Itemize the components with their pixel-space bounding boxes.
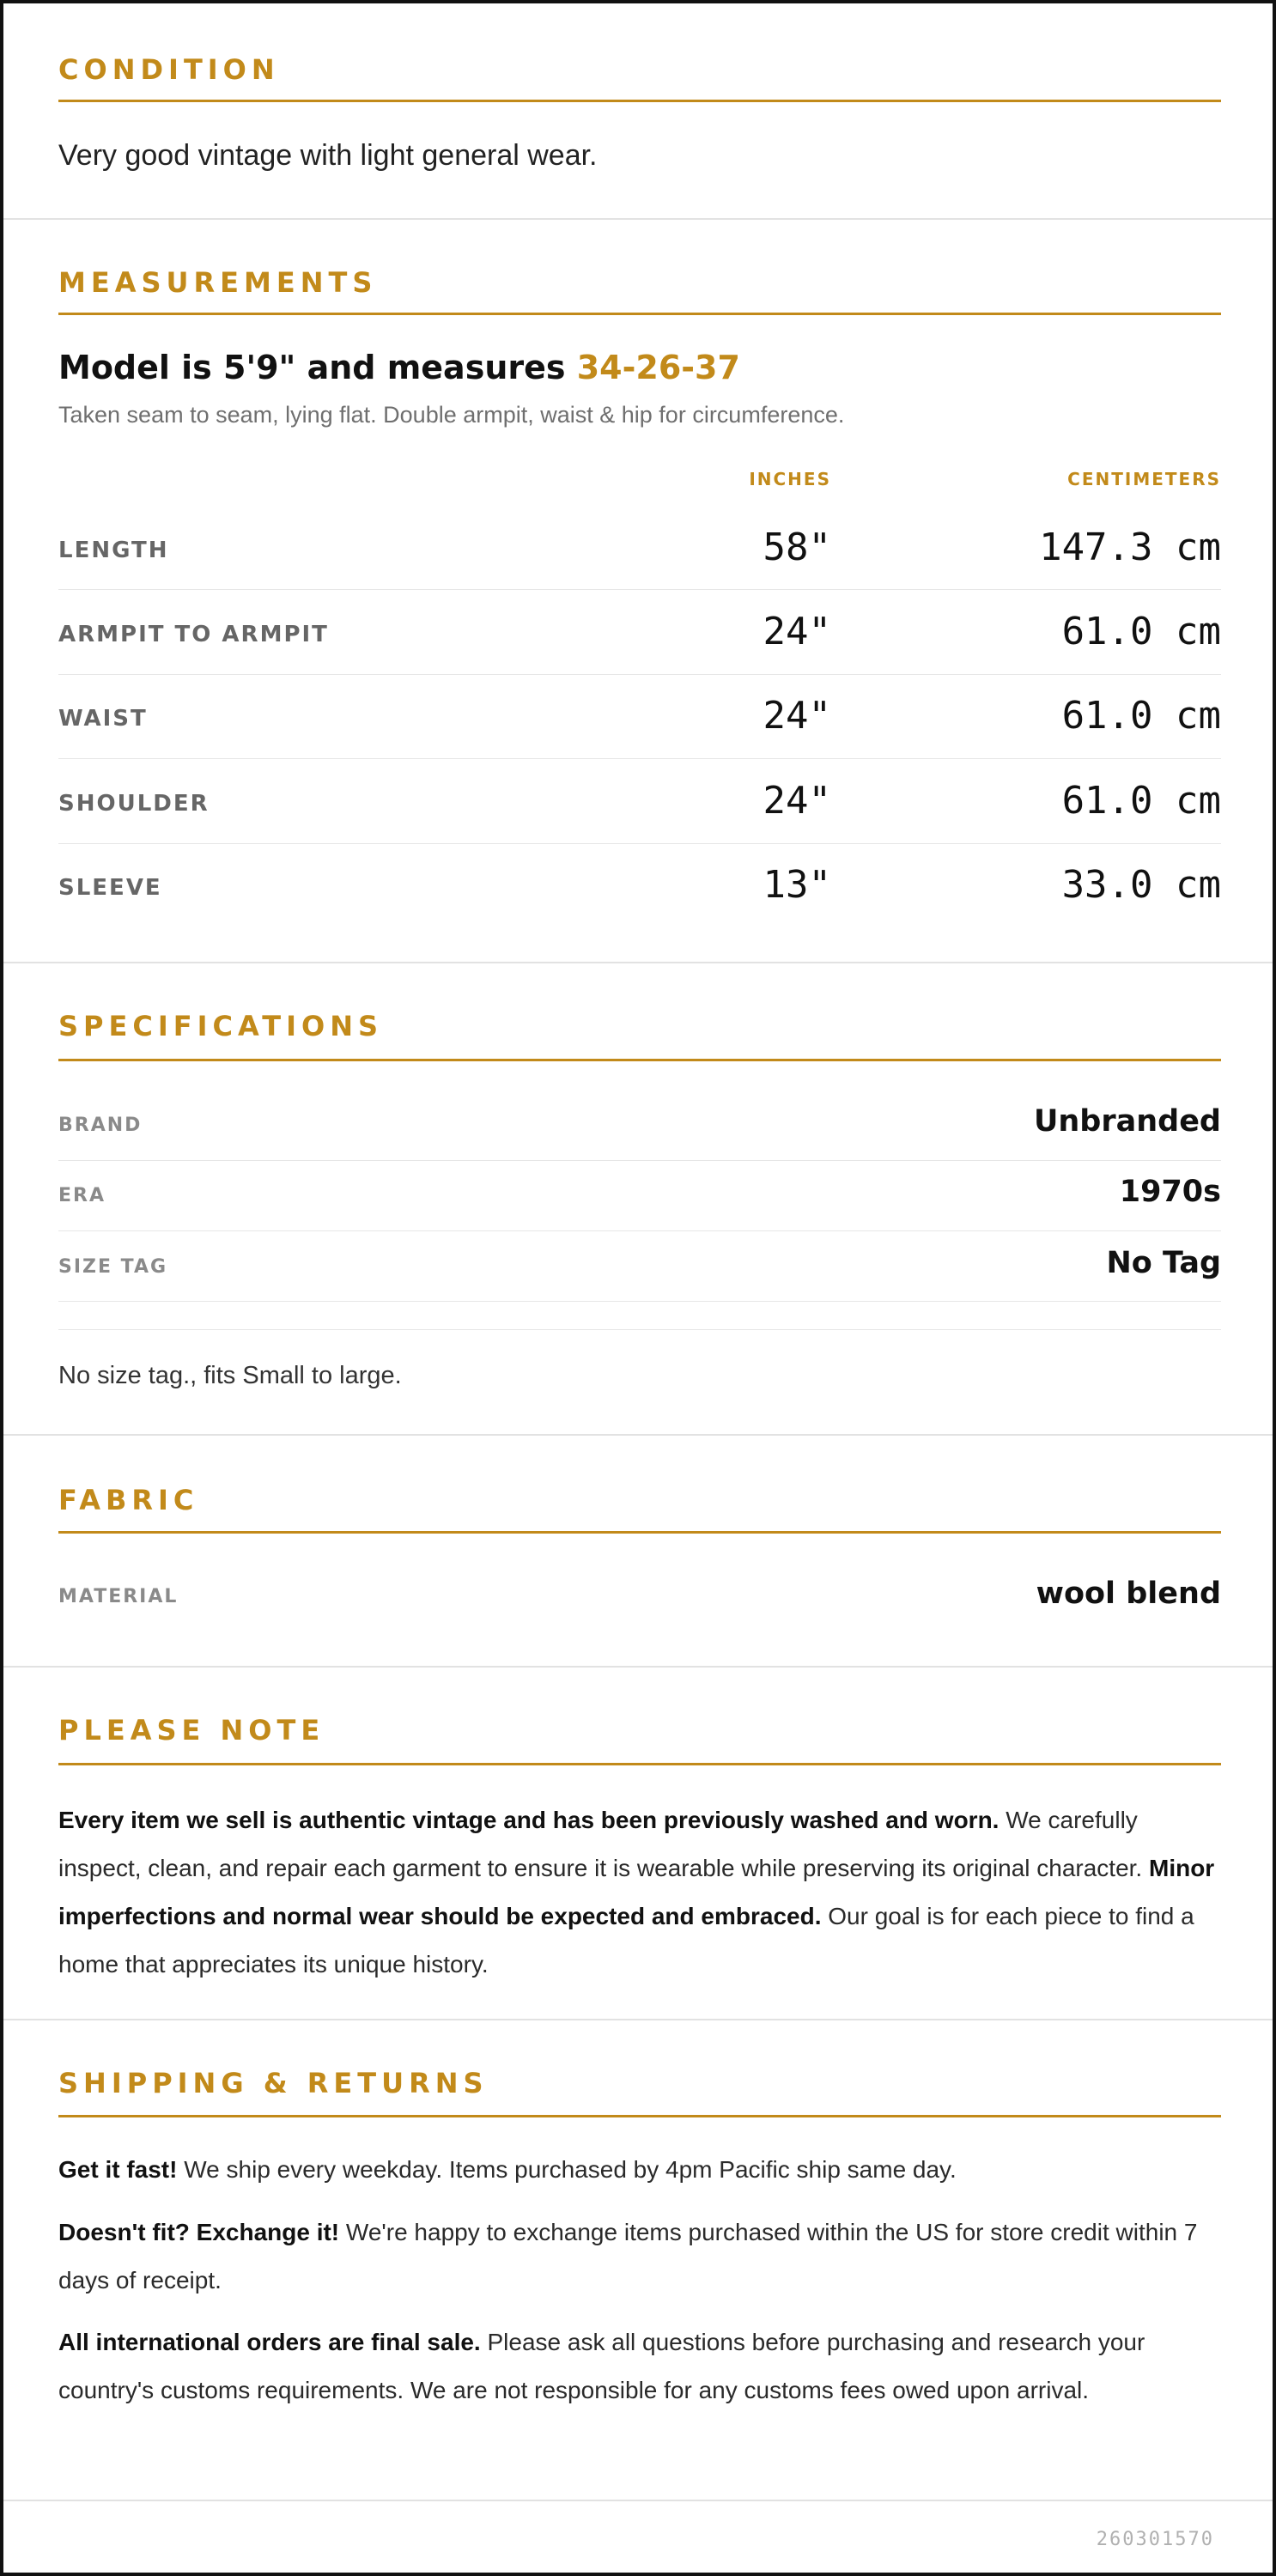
row-divider bbox=[58, 1230, 1221, 1231]
measurements-section bbox=[3, 220, 1273, 963]
measure-inches-armpit: 24" bbox=[763, 610, 831, 653]
condition-text: Very good vintage with light general wear. bbox=[58, 139, 598, 172]
sku-number: 260301570 bbox=[1096, 2529, 1214, 2550]
shipping-text-1: We ship every weekday. Items purchased by 4pm Pacific ship same day. bbox=[177, 2156, 957, 2183]
row-divider bbox=[58, 758, 1221, 759]
measure-cm-armpit: 61.0 cm bbox=[1061, 610, 1221, 653]
measure-inches-shoulder: 24" bbox=[763, 779, 831, 823]
inches-column-header: INCHES bbox=[749, 469, 831, 489]
condition-heading-rule bbox=[58, 100, 1221, 102]
specifications-section bbox=[3, 963, 1273, 1436]
shipping-bold-2: Doesn't fit? Exchange it! bbox=[58, 2219, 340, 2245]
shipping-bold-3: All international orders are final sale. bbox=[58, 2329, 481, 2355]
measure-cm-waist: 61.0 cm bbox=[1061, 694, 1221, 738]
row-divider bbox=[58, 1160, 1221, 1161]
row-divider bbox=[58, 1301, 1221, 1302]
measure-label-sleeve: SLEEVE bbox=[58, 875, 162, 901]
shipping-text-3: Please ask all questions before purchasing and research your country's customs requirements. We are not responsible for any customs fees owed upon arrival. bbox=[58, 2329, 1145, 2403]
specifications-heading-rule bbox=[58, 1059, 1221, 1061]
measurements-heading-rule bbox=[58, 313, 1221, 315]
shipping-bold-1: Get it fast! bbox=[58, 2156, 178, 2183]
measure-inches-waist: 24" bbox=[763, 694, 831, 738]
shipping-heading-rule bbox=[58, 2115, 1221, 2117]
fabric-heading-rule bbox=[58, 1531, 1221, 1534]
shipping-section bbox=[3, 2020, 1273, 2501]
model-prefix: Model is 5'9" and measures bbox=[58, 349, 577, 386]
please-note-section bbox=[3, 1668, 1273, 2020]
condition-section bbox=[3, 3, 1273, 220]
measure-cm-sleeve: 33.0 cm bbox=[1061, 863, 1221, 907]
spec-label-era: ERA bbox=[58, 1185, 106, 1206]
shipping-text-2: We're happy to exchange items purchased within the US for store credit within 7 days of receipt. bbox=[58, 2219, 1198, 2293]
specifications-heading: SPECIFICATIONS bbox=[58, 1010, 384, 1042]
measure-inches-sleeve: 13" bbox=[763, 863, 831, 907]
row-divider bbox=[58, 1329, 1221, 1330]
shipping-paragraph-2 bbox=[58, 2208, 1221, 2305]
fabric-label-material: MATERIAL bbox=[58, 1586, 179, 1607]
shipping-paragraph-3 bbox=[58, 2318, 1221, 2415]
measure-inches-length: 58" bbox=[763, 526, 831, 569]
condition-heading: CONDITION bbox=[58, 53, 280, 86]
spec-label-size-tag: SIZE TAG bbox=[58, 1256, 168, 1278]
spec-value-size-tag: No Tag bbox=[1106, 1246, 1221, 1280]
footer bbox=[3, 2501, 1273, 2576]
please-note-text-2: Our goal is for each piece to find a home that appreciates its unique history. bbox=[58, 1903, 1194, 1978]
fabric-heading: FABRIC bbox=[58, 1484, 199, 1516]
size-note: No size tag., fits Small to large. bbox=[58, 1362, 402, 1389]
please-note-bold-2: Minor imperfections and normal wear should be expected and embraced. bbox=[58, 1855, 1215, 1929]
measure-label-length: LENGTH bbox=[58, 538, 169, 563]
measure-cm-length: 147.3 cm bbox=[1039, 526, 1221, 569]
centimeters-column-header: CENTIMETERS bbox=[1067, 469, 1221, 489]
spec-value-brand: Unbranded bbox=[1033, 1104, 1221, 1139]
measure-label-shoulder: SHOULDER bbox=[58, 791, 210, 817]
model-statement bbox=[58, 349, 740, 386]
spec-label-brand: BRAND bbox=[58, 1115, 143, 1136]
fabric-section bbox=[3, 1436, 1273, 1668]
shipping-heading: SHIPPING & RETURNS bbox=[58, 2067, 489, 2099]
please-note-text-1: We carefully inspect, clean, and repair each garment to ensure it is wearable while preserving its original character. bbox=[58, 1807, 1149, 1881]
shipping-paragraph-1 bbox=[58, 2146, 1221, 2194]
measure-cm-shoulder: 61.0 cm bbox=[1061, 779, 1221, 823]
please-note-bold-1: Every item we sell is authentic vintage and has been previously washed and worn. bbox=[58, 1807, 1000, 1833]
please-note-text bbox=[58, 1796, 1221, 1989]
please-note-heading: PLEASE NOTE bbox=[58, 1714, 325, 1747]
measurements-heading: MEASUREMENTS bbox=[58, 266, 378, 299]
fabric-value-material: wool blend bbox=[1036, 1577, 1221, 1611]
measure-label-waist: WAIST bbox=[58, 706, 148, 732]
model-stats: 34-26-37 bbox=[576, 349, 740, 386]
measurement-note: Taken seam to seam, lying flat. Double armpit, waist & hip for circumference. bbox=[58, 402, 845, 428]
row-divider bbox=[58, 843, 1221, 844]
please-note-heading-rule bbox=[58, 1763, 1221, 1765]
row-divider bbox=[58, 589, 1221, 590]
spec-value-era: 1970s bbox=[1119, 1175, 1221, 1209]
row-divider bbox=[58, 674, 1221, 675]
measure-label-armpit: ARMPIT TO ARMPIT bbox=[58, 622, 329, 647]
